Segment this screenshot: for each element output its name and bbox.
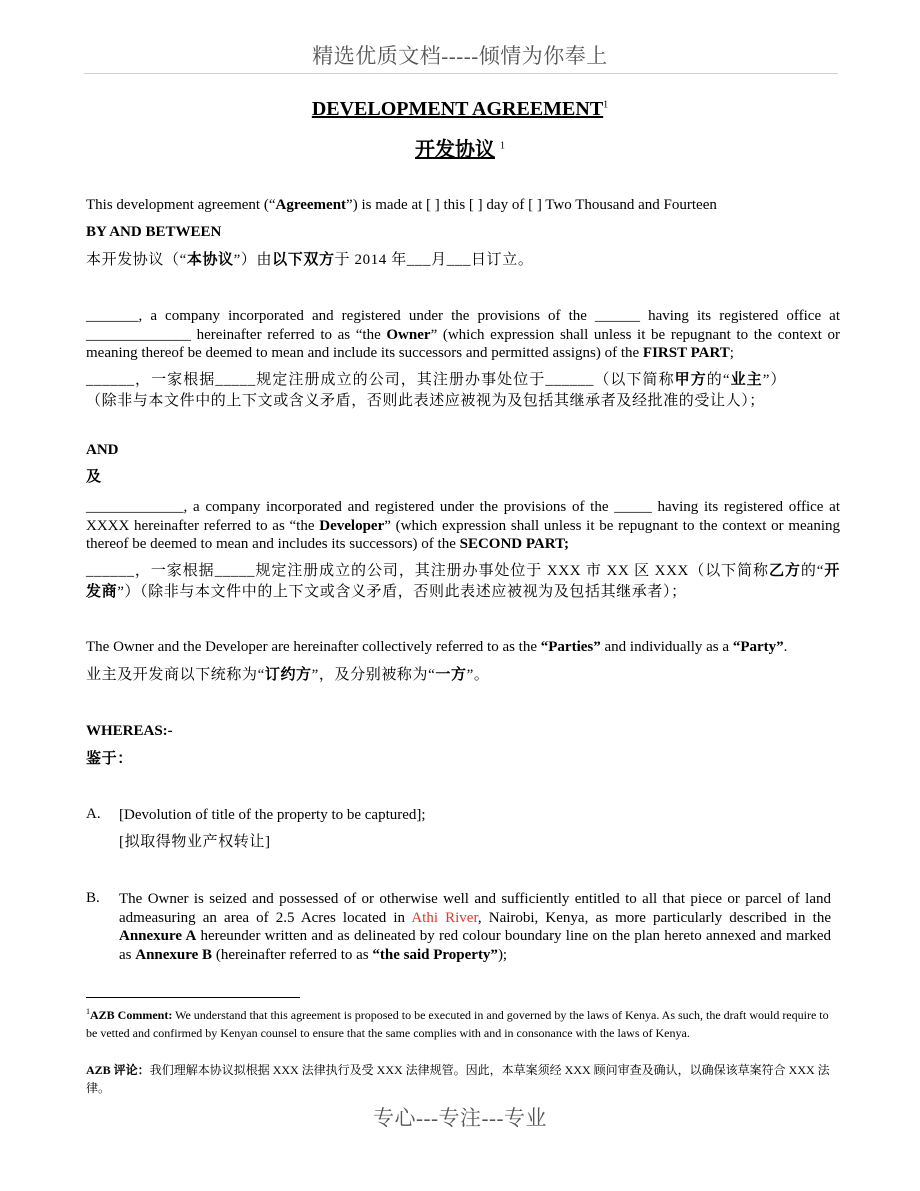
footnote-ref-zh: 1 [500,140,505,152]
by-and-between: BY AND BETWEEN [86,224,222,240]
header-divider [84,73,838,74]
recital-b-letter: B. [86,890,100,906]
whereas-en: WHEREAS:- [86,723,173,739]
and-zh: 及 [86,469,102,485]
recital-a-en: [Devolution of title of the property to be captured]; [119,807,426,823]
developer-en: _____________, a company incorporated and registered under the provisions of the _____ having its registered office at XXXX hereinafter referred to as “the Developer” (which expression shall unless it be repugnant to the context or meaning thereof be deemed to mean and includes its successors) of the SECOND PART; [86,499,840,552]
footnote-en: $^1$AZB Comment: We understand that this agreement is proposed to be executed in and governed by the laws of Kenya. As such, the draft would require to be vetted and confirmed by Kenyan counsel to ensure that the same complies with and in consonance with the laws of Kenya. [86,1007,829,1040]
footnote-ref-en: 1 [603,99,609,111]
title-en-text: DEVELOPMENT AGREEMENT [311,98,604,120]
parties-zh: 业主及开发商以下统称为“订约方”，及分别被称为“一方”。 [86,667,490,683]
footnote-separator [86,997,300,998]
owner-zh: ______，一家根据_____规定注册成立的公司，其注册办事处位于______（以下简称甲方的“业主”）（除非与本文件中的上下文或含义矛盾，否则此表述应被视为及包括其继承者及经批准的受让人）； [86,372,787,409]
title-zh [0,133,920,162]
title-en [0,98,920,121]
highlighted-location: Athi River [411,909,478,926]
intro-en: This development agreement (“Agreement”) is made at [ ] this [ ] day of [ ] Two Thousand and Fourteen [86,197,717,213]
whereas-zh: 鉴于： [86,751,133,767]
title-zh-text: 开发协议 [415,139,495,161]
parties-en: The Owner and the Developer are hereinafter collectively referred to as the “Parties” and individually as a “Party”. [86,639,788,655]
page-header: 精选优质文档-----倾情为你奉上 [312,44,608,68]
footnote-zh: AZB 评论：我们理解本协议拟根据 XXX 法律执行及受 XXX 法律规管。因此，本草案须经 XXX 顾问审查及确认，以确保该草案符合 XXX 法律。 [86,1063,830,1095]
recital-b-en: The Owner is seized and possessed of or otherwise well and sufficiently entitled to all that piece or parcel of land admeasuring an area of 2.5 Acres located in Athi River, Nairobi, Kenya, as more particularly described in the Annexure A hereunder written and as delineated by red colour boundary line on the plan hereto annexed and marked as Annexure B (hereinafter referred to as “the said Property”); [119,891,831,963]
developer-zh: ______，一家根据_____规定注册成立的公司，其注册办事处位于 XXX 市 XX 区 XXX（以下简称乙方的“开发商”）（除非与本文件中的上下文或含义矛盾，否则此表述应被视为及包括其继承者）； [86,563,840,600]
owner-en: _______, a company incorporated and registered under the provisions of the ______ having its registered office at ______________ hereinafter referred to as “the Owner” (which expression shall unless it be repugnant to the context or meaning thereof be deemed to mean and include its successors and permitted assigns) of the FIRST PART; [86,308,840,361]
and-en: AND [86,442,119,458]
page-footer: 专心---专注---专业 [373,1106,547,1130]
recital-a-zh: [拟取得物业产权转让] [119,834,271,850]
recital-a-letter: A. [86,806,101,822]
intro-zh: 本开发协议（“本协议”）由以下双方于 2014 年___月___日订立。 [86,252,534,268]
